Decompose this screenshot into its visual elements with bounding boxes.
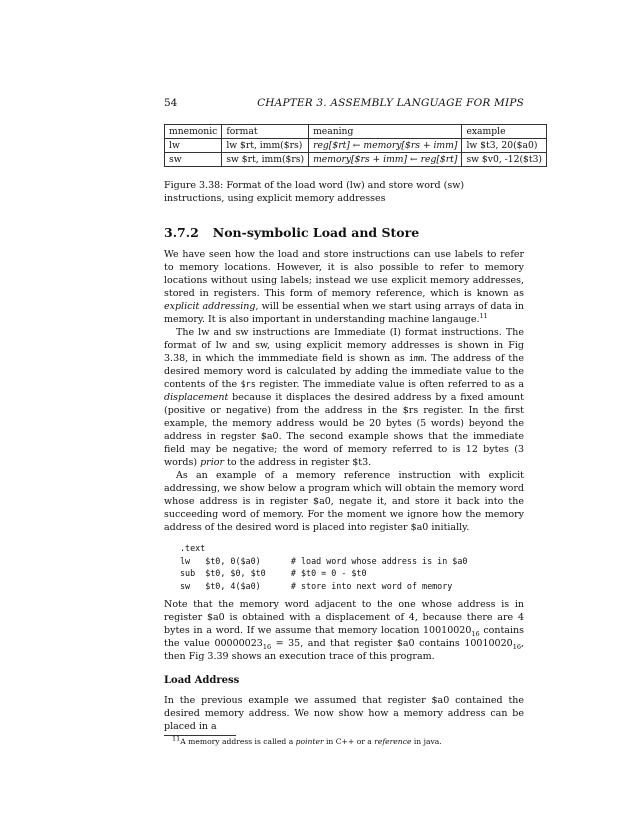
instruction-format-table — [164, 124, 547, 167]
emphasis: prior — [200, 457, 224, 468]
chapter-title: CHAPTER 3. ASSEMBLY LANGUAGE FOR MIPS — [257, 97, 524, 109]
figure-caption: Figure 3.38: Format of the load word (lw) and store word (sw) instructions, using explicit memory addresses — [164, 180, 465, 204]
table-header-cell: example — [462, 125, 547, 139]
emphasis: pointer — [295, 737, 324, 746]
text-run: . The address of the desired memory word is calculated by adding the immediate value to the contents of the — [164, 353, 524, 390]
inline-code: $rs — [240, 379, 256, 389]
table-cell: sw $rt, imm($rs) — [222, 153, 309, 167]
text-run: in C++ or a — [323, 737, 375, 746]
text-run: Note that the memory word adjacent to the one whose address is in register $a0 is obtained with a displacement of 4, because there are 4 bytes in a word. If we assume that memory location 10010020 — [164, 599, 524, 636]
running-head — [164, 96, 524, 110]
section-title: Non-symbolic Load and Store — [212, 225, 420, 240]
table-cell: sw — [165, 153, 222, 167]
section-number: 3.7.2 — [164, 225, 199, 240]
paragraph — [164, 248, 524, 326]
footnote-marker: 11 — [172, 734, 181, 743]
subscript: 16 — [512, 642, 521, 651]
text-run: A memory address is called a — [180, 737, 296, 746]
text-run: The lw and sw instructions are Immediate (I) format instructions. The format of lw and sw, using explicit memory addresses is shown in Fig 3.38, in which the immmediate field is shown as — [164, 327, 524, 364]
paragraph: As an example of a memory reference instruction with explicit addressing, we show below a program which will obtain the memory word whose address is in register $a0, negate it, and store it back into the succeeding word of memory. For the moment we ignore how the memory address of the desired word is placed into register $a0 initially. — [164, 470, 524, 533]
paragraph: In the previous example we assumed that register $a0 contained the desired memory address. We now show how a memory address can be placed in a — [164, 695, 524, 732]
text-run: = 35, and that register $a0 contains 10010020 — [271, 638, 513, 649]
page — [164, 96, 543, 747]
footnote-marker: 11 — [479, 311, 488, 320]
emphasis: reference — [374, 737, 412, 746]
text-run: contains the value 00000023 — [164, 625, 524, 649]
subscript: 16 — [262, 642, 272, 651]
paragraph — [164, 326, 524, 469]
table-cell: lw $t3, 20($a0) — [462, 139, 547, 153]
section-heading — [164, 225, 524, 240]
subsection-heading: Load Address — [164, 675, 240, 686]
footnote — [164, 734, 524, 747]
table-row — [165, 153, 547, 167]
table-cell: memory[$rs + imm] ← reg[$rt] — [309, 153, 462, 167]
page-number: 54 — [164, 97, 178, 109]
table-cell: lw $rt, imm($rs) — [222, 139, 309, 153]
inline-code: imm — [408, 353, 424, 363]
text-run: in java. — [411, 737, 442, 746]
table-cell: reg[$rt] ← memory[$rs + imm] — [309, 139, 462, 153]
text-run: to the address in register $t3. — [224, 457, 372, 468]
table-header-row — [165, 125, 547, 139]
emphasis: displacement — [164, 392, 229, 403]
subscript: 16 — [471, 629, 480, 638]
paragraph — [164, 598, 524, 663]
text-run: because it displaces the desired address by a fixed amount (positive or negative) from the address in the $rs register. In the first example, the memory address would be 20 bytes (5 words) beyond the address in regster $a0. The second example shows that the immediate field may be negative; the word of memory referred to is 12 bytes (3 words) — [164, 392, 524, 468]
table-cell: lw — [165, 139, 222, 153]
text-run: , will be essential when we start using arrays of data in memory. It is also important in understanding machine langauge. — [164, 301, 524, 325]
table-cell: sw $v0, -12($t3) — [462, 153, 547, 167]
text-run: We have seen how the load and store instructions can use labels to refer to memory locations. However, it is also possible to refer to memory locations without using labels; instead we use explicit memory addresses, stored in registers. This form of memory reference, which is known as — [164, 249, 524, 299]
table-row — [165, 139, 547, 153]
text-run: , then Fig 3.39 shows an execution trace of this program. — [164, 638, 524, 662]
table-header-cell: format — [222, 125, 309, 139]
code-block: .text lw $t0, 0($a0) # load word whose address is in $a0 sub $t0, $0, $t0 # $t0 = 0 - $t0 sw $t0, 4($a0) # store into next word of memory — [180, 543, 468, 591]
text-run: register. The immediate value is often referred to as a — [255, 379, 524, 390]
emphasis: explicit addressing — [164, 301, 256, 312]
table-header-cell: meaning — [309, 125, 462, 139]
table-header-cell: mnemonic — [165, 125, 222, 139]
